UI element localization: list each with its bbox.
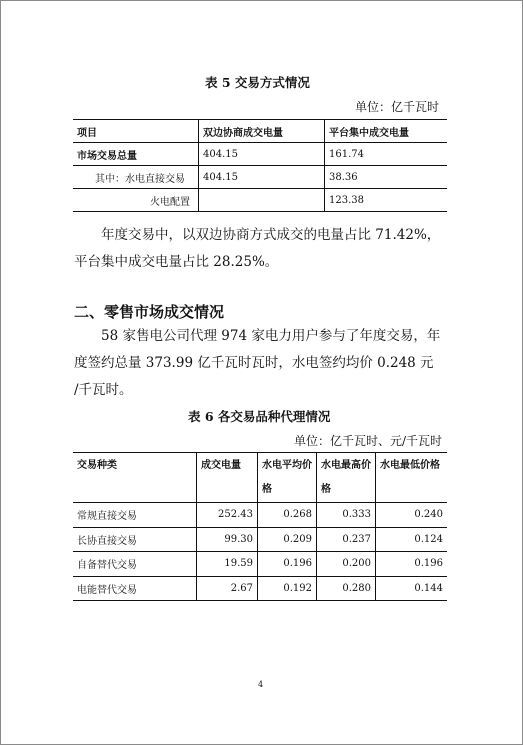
table-cell: 0.333	[317, 503, 376, 528]
paragraph-line: 平台集中成交电量占比 28.25%。	[74, 254, 279, 270]
table-cell: 0.124	[376, 527, 448, 552]
table6-header-cell: 成交电量	[197, 453, 258, 503]
table-cell: 0.144	[376, 576, 448, 601]
table-cell: 2.67	[197, 576, 258, 601]
table5-header-cell: 双边协商成交电量	[199, 120, 325, 143]
table6	[73, 452, 447, 601]
table6-header-row	[73, 453, 447, 503]
table-row	[73, 527, 447, 552]
table-cell: 161.74	[325, 143, 448, 166]
table-cell: 0.237	[317, 527, 376, 552]
table5-title: 表 5 交易方式情况	[205, 75, 310, 90]
table-cell: 0.240	[376, 503, 448, 528]
table-cell: 0.280	[317, 576, 376, 601]
table6-header-cell: 水电平均价格	[258, 453, 317, 503]
table-row	[73, 166, 447, 189]
section-heading: 二、零售市场成交情况	[74, 303, 225, 321]
table-cell: 0.209	[258, 527, 317, 552]
paragraph-line: 58 家售电公司代理 974 家电力用户参与了年度交易，年	[101, 328, 441, 344]
table-cell: 252.43	[197, 503, 258, 528]
table-row	[73, 503, 447, 528]
table5-header-row	[73, 120, 447, 143]
table-cell	[199, 189, 325, 212]
table-cell: 0.200	[317, 552, 376, 577]
table-cell: 电能替代交易	[73, 576, 197, 601]
table6-header-cell: 水电最低价格	[376, 453, 448, 503]
table6-header-cell: 交易种类	[73, 453, 197, 503]
table-cell: 常规直接交易	[73, 503, 197, 528]
paragraph-line: 度签约总量 373.99 亿千瓦时瓦时，水电签约均价 0.248 元	[74, 355, 434, 371]
paragraph-line: 年度交易中，以双边协商方式成交的电量占比 71.42%，	[101, 227, 441, 243]
table-row	[73, 552, 447, 577]
table-cell: 0.192	[258, 576, 317, 601]
table6-title: 表 6 各交易品种代理情况	[188, 409, 331, 424]
table-cell: 38.36	[325, 166, 448, 189]
page-number: 4	[258, 680, 264, 689]
table-cell: 123.38	[325, 189, 448, 212]
table-cell: 火电配置	[150, 196, 190, 208]
table6-unit: 单位：亿千瓦时、元/千瓦时	[294, 434, 443, 448]
table-cell: 自备替代交易	[73, 552, 197, 577]
table-cell: 99.30	[197, 527, 258, 552]
table-cell: 市场交易总量	[73, 143, 199, 166]
table-cell: 404.15	[199, 143, 325, 166]
table5-header-cell: 平台集中成交电量	[325, 120, 448, 143]
table-cell: 19.59	[197, 552, 258, 577]
table-row	[73, 143, 447, 166]
table5-unit: 单位：亿千瓦时	[355, 100, 440, 114]
table-cell: 0.196	[376, 552, 448, 577]
table-row	[73, 576, 447, 601]
table-cell: 0.196	[258, 552, 317, 577]
table6-header-cell: 水电最高价格	[317, 453, 376, 503]
table-cell: 0.268	[258, 503, 317, 528]
table5-header-cell: 项目	[73, 120, 199, 143]
table-cell: 404.15	[199, 166, 325, 189]
table-cell: 长协直接交易	[73, 527, 197, 552]
table-row	[73, 189, 447, 212]
paragraph-line: /千瓦时。	[74, 382, 133, 398]
table-cell: 其中：水电直接交易	[73, 166, 199, 189]
table5	[73, 119, 447, 212]
